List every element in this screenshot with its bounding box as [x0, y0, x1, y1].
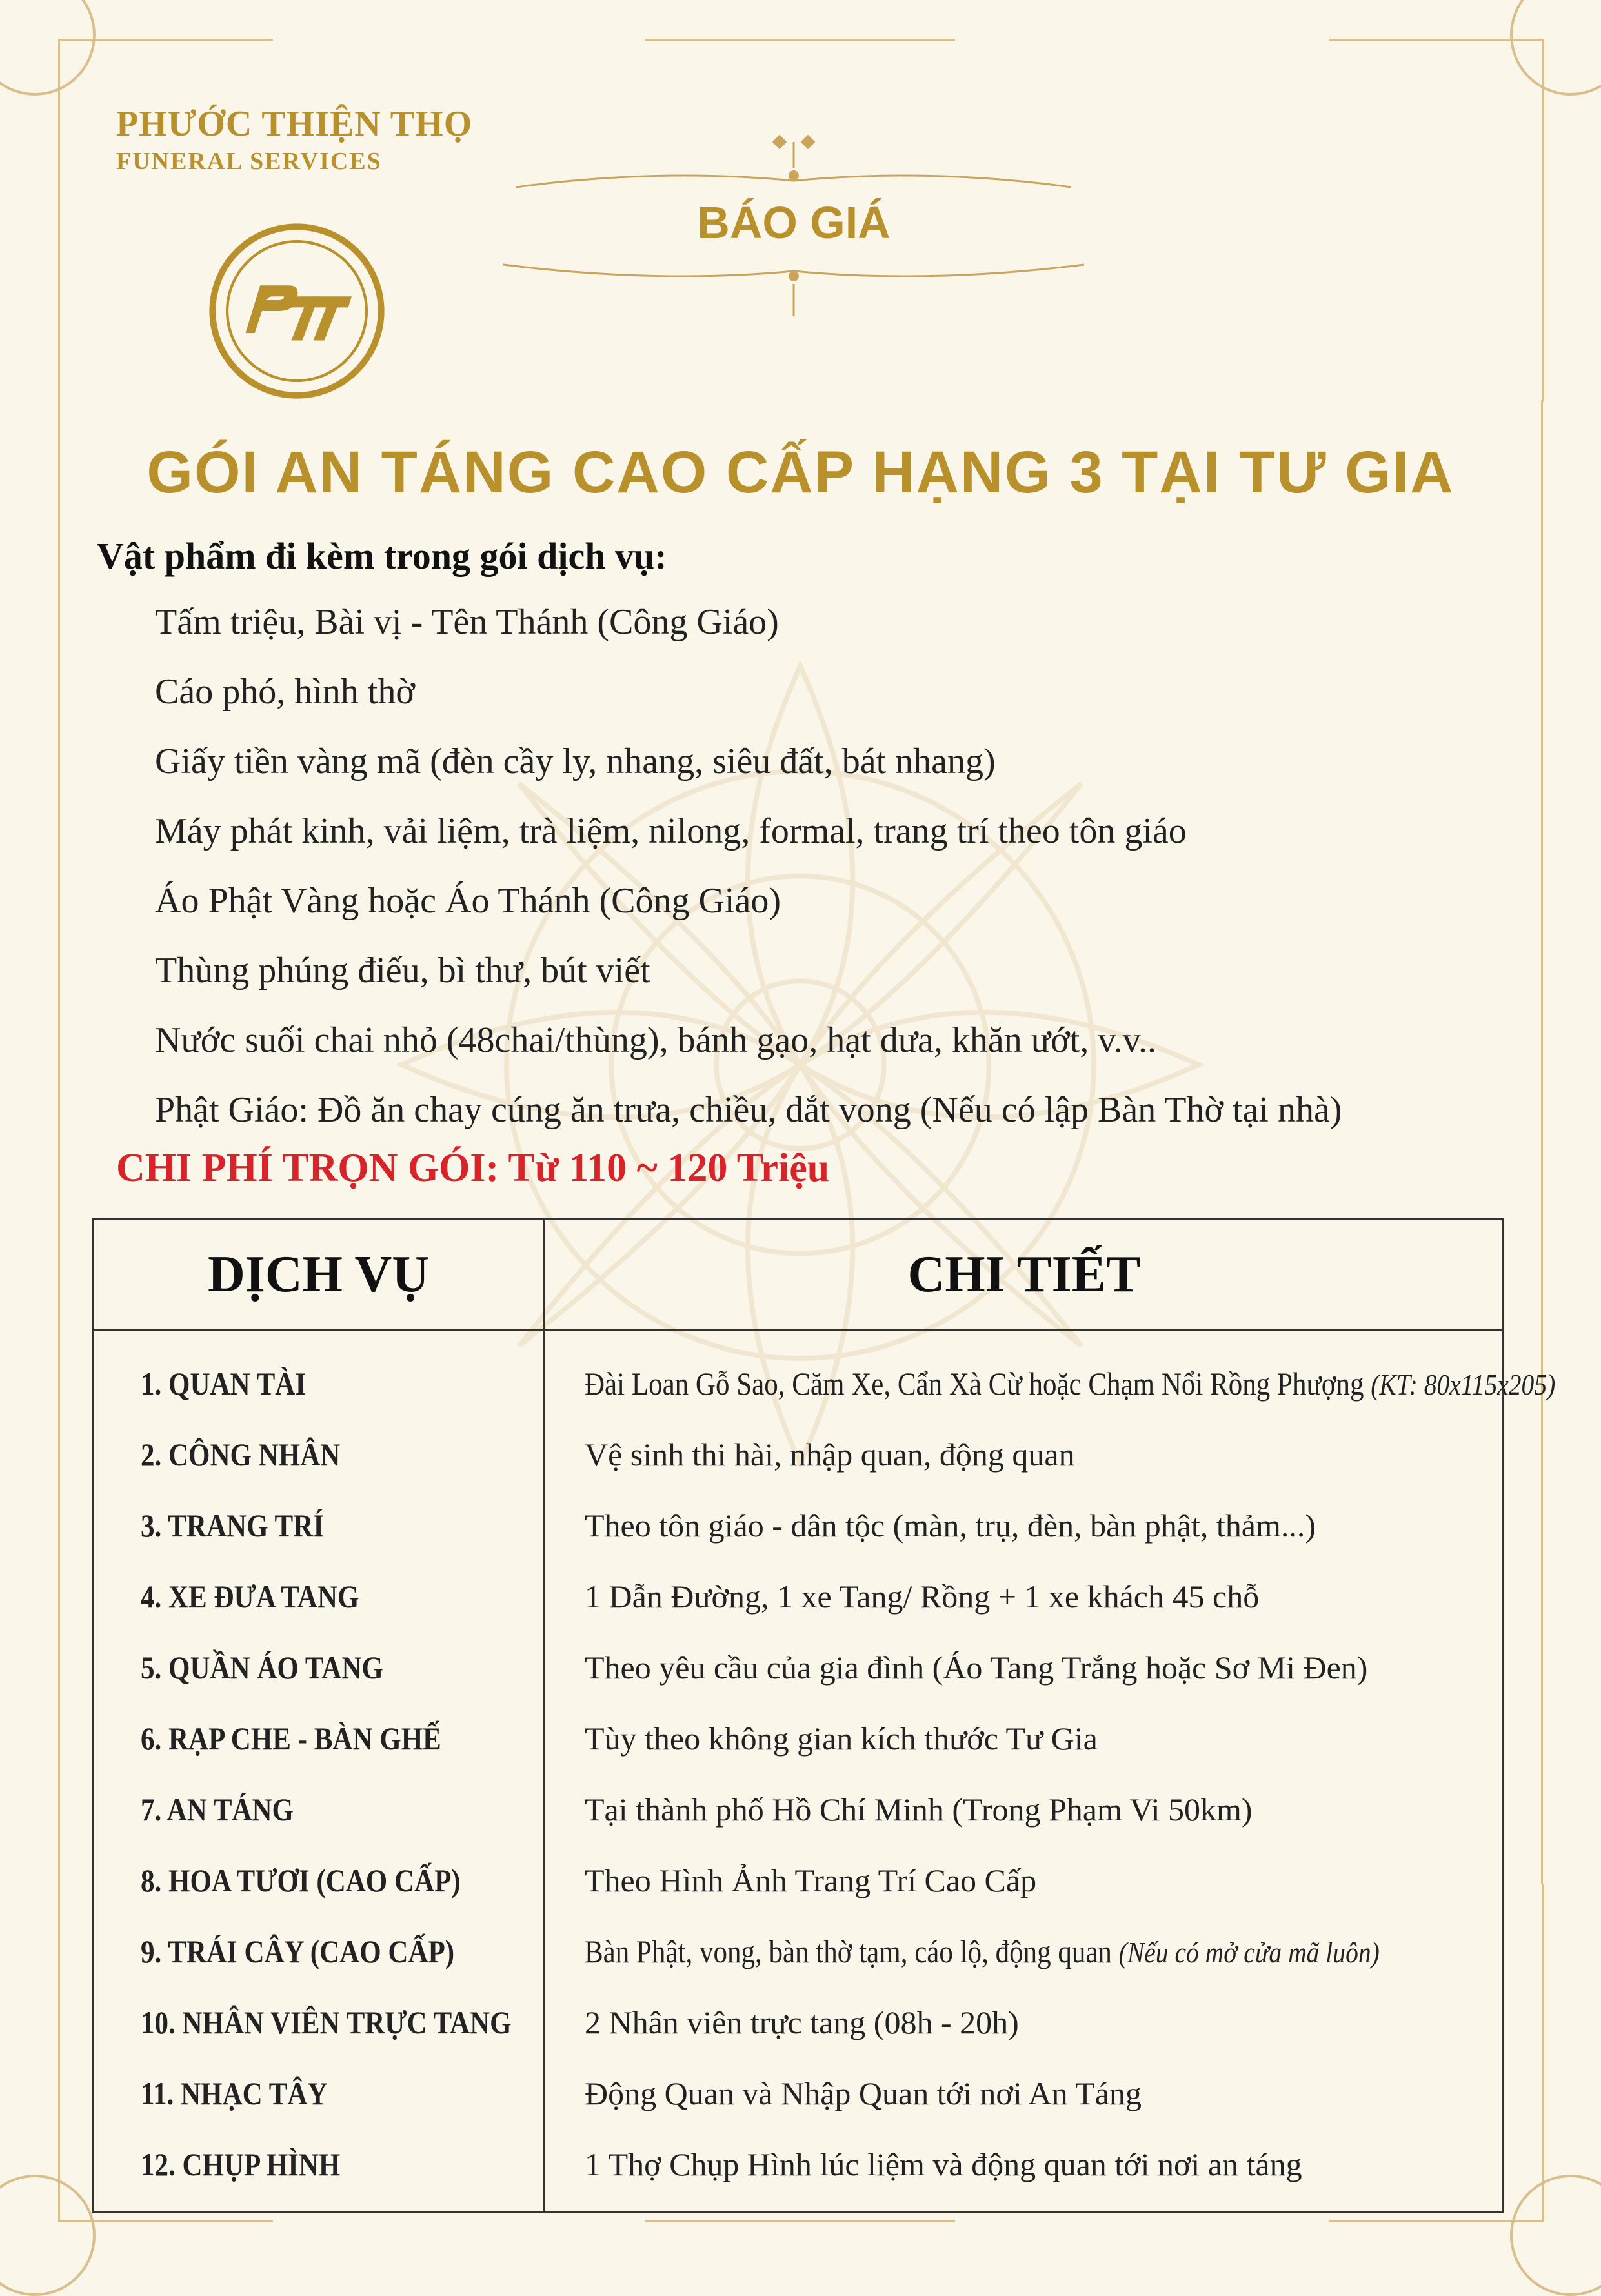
service-name: 4. XE ĐƯA TANG: [141, 1578, 359, 1615]
service-name: 9. TRÁI CÂY (CAO CẤP): [141, 1933, 455, 1969]
list-item: Áo Phật Vàng hoặc Áo Thánh (Công Giáo): [155, 881, 781, 921]
list-item: Thùng phúng điếu, bì thư, bút viết: [155, 951, 650, 991]
service-detail: [585, 1348, 1555, 1420]
list-item: Phật Giáo: Đồ ăn chay cúng ăn trưa, chiều, dắt vong (Nếu có lập Bàn Thờ tại nhà): [155, 1090, 1342, 1130]
detail-text: Đài Loan Gỗ Sao, Căm Xe, Cẩn Xà Cừ hoặc Chạm Nổi Rồng Phượng: [585, 1365, 1364, 1402]
ptt-logo: [205, 219, 388, 403]
service-detail: 1 Thợ Chụp Hình lúc liệm và động quan tới nơi an táng: [585, 2146, 1302, 2182]
table-row: [94, 1490, 1502, 1561]
table-row: [94, 1632, 1502, 1703]
table-row: [94, 1348, 1556, 1419]
service-detail: 2 Nhân viên trực tang (08h - 20h): [585, 2004, 1019, 2040]
frame-top-bar: [645, 39, 955, 41]
items-heading: Vật phẩm đi kèm trong gói dịch vụ:: [97, 535, 667, 577]
service-name: 1. QUAN TÀI: [141, 1365, 307, 1402]
frame-left-side: [58, 400, 60, 1884]
list-item: Nước suối chai nhỏ (48chai/thùng), bánh gạo, hạt dưa, khăn ướt, v.v..: [155, 1020, 1157, 1060]
list-item: Tấm triệu, Bài vị - Tên Thánh (Công Giáo): [155, 602, 779, 642]
quote-title: BÁO GIÁ: [697, 197, 891, 248]
package-price: CHI PHÍ TRỌN GÓI: Từ 110 ~ 120 Triệu: [116, 1146, 830, 1190]
service-detail: Tùy theo không gian kích thước Tư Gia: [585, 1720, 1098, 1757]
service-name: 2. CÔNG NHÂN: [141, 1436, 341, 1473]
table-row: [94, 2129, 1502, 2200]
service-detail: Theo yêu cầu của gia đình (Áo Tang Trắng hoặc Sơ Mi Đen): [585, 1649, 1368, 1686]
service-name: 5. QUẦN ÁO TANG: [141, 1649, 383, 1686]
service-detail: Vệ sinh thi hài, nhập quan, động quan: [585, 1436, 1075, 1473]
service-detail: Tại thành phố Hồ Chí Minh (Trong Phạm Vi 50km): [585, 1791, 1253, 1828]
list-item: Cáo phó, hình thờ: [155, 672, 415, 712]
service-name: 11. NHẠC TÂY: [141, 2075, 328, 2111]
header-detail: CHI TIẾT: [907, 1246, 1141, 1303]
service-table: [92, 1218, 1556, 2213]
service-name: 10. NHÂN VIÊN TRỰC TANG: [141, 2004, 512, 2040]
table-row: [94, 1845, 1502, 1916]
table-row: [94, 1774, 1502, 1845]
service-name: 8. HOA TƯƠI (CAO CẤP): [141, 1862, 461, 1898]
list-item: Máy phát kinh, vải liệm, trà liệm, nilong, formal, trang trí theo tôn giáo: [155, 811, 1187, 851]
table-row: [94, 1916, 1502, 1987]
service-detail: Theo tôn giáo - dân tộc (màn, trụ, đèn, bàn phật, thảm...): [585, 1507, 1316, 1544]
table-row: [94, 1703, 1502, 1774]
table-row: [94, 1561, 1502, 1632]
included-items-list: [155, 587, 1342, 1145]
service-detail: [585, 1916, 1380, 1988]
service-name: 7. AN TÁNG: [141, 1791, 294, 1828]
frame-right-side: [1541, 400, 1543, 1884]
list-item: Giấy tiền vàng mã (đèn cầy ly, nhang, siêu đất, bát nhang): [155, 741, 996, 781]
service-detail: 1 Dẫn Đường, 1 xe Tang/ Rồng + 1 xe khách 45 chỗ: [585, 1578, 1260, 1615]
service-name: 6. RẠP CHE - BÀN GHẾ: [141, 1720, 441, 1757]
detail-note: (Nếu có mở cửa mã luôn): [1118, 1936, 1380, 1969]
service-name: 3. TRANG TRÍ: [141, 1507, 324, 1544]
table-row: [94, 2058, 1502, 2129]
package-title: GÓI AN TÁNG CAO CẤP HẠNG 3 TẠI TƯ GIA: [146, 439, 1455, 505]
frame-top-right: [1329, 39, 1544, 402]
brand-subtitle: FUNERAL SERVICES: [116, 148, 382, 175]
service-detail: Theo Hình Ảnh Trang Trí Cao Cấp: [585, 1862, 1037, 1898]
service-detail: Động Quan và Nhập Quan tới nơi An Táng: [585, 2075, 1142, 2111]
table-row: [94, 1419, 1502, 1490]
service-name: 12. CHỤP HÌNH: [141, 2146, 341, 2182]
detail-note: (KT: 80x115x205): [1371, 1368, 1556, 1401]
frame-bottom-bar: [645, 2220, 955, 2222]
table-row: [94, 1987, 1502, 2058]
detail-text: Bàn Phật, vong, bàn thờ tạm, cáo lộ, động quan: [585, 1933, 1112, 1969]
brand-name: PHƯỚC THIỆN THỌ: [116, 104, 473, 144]
brand-block: [116, 103, 472, 176]
header-service: DỊCH VỤ: [207, 1246, 429, 1303]
table-header: [94, 1220, 1502, 1331]
